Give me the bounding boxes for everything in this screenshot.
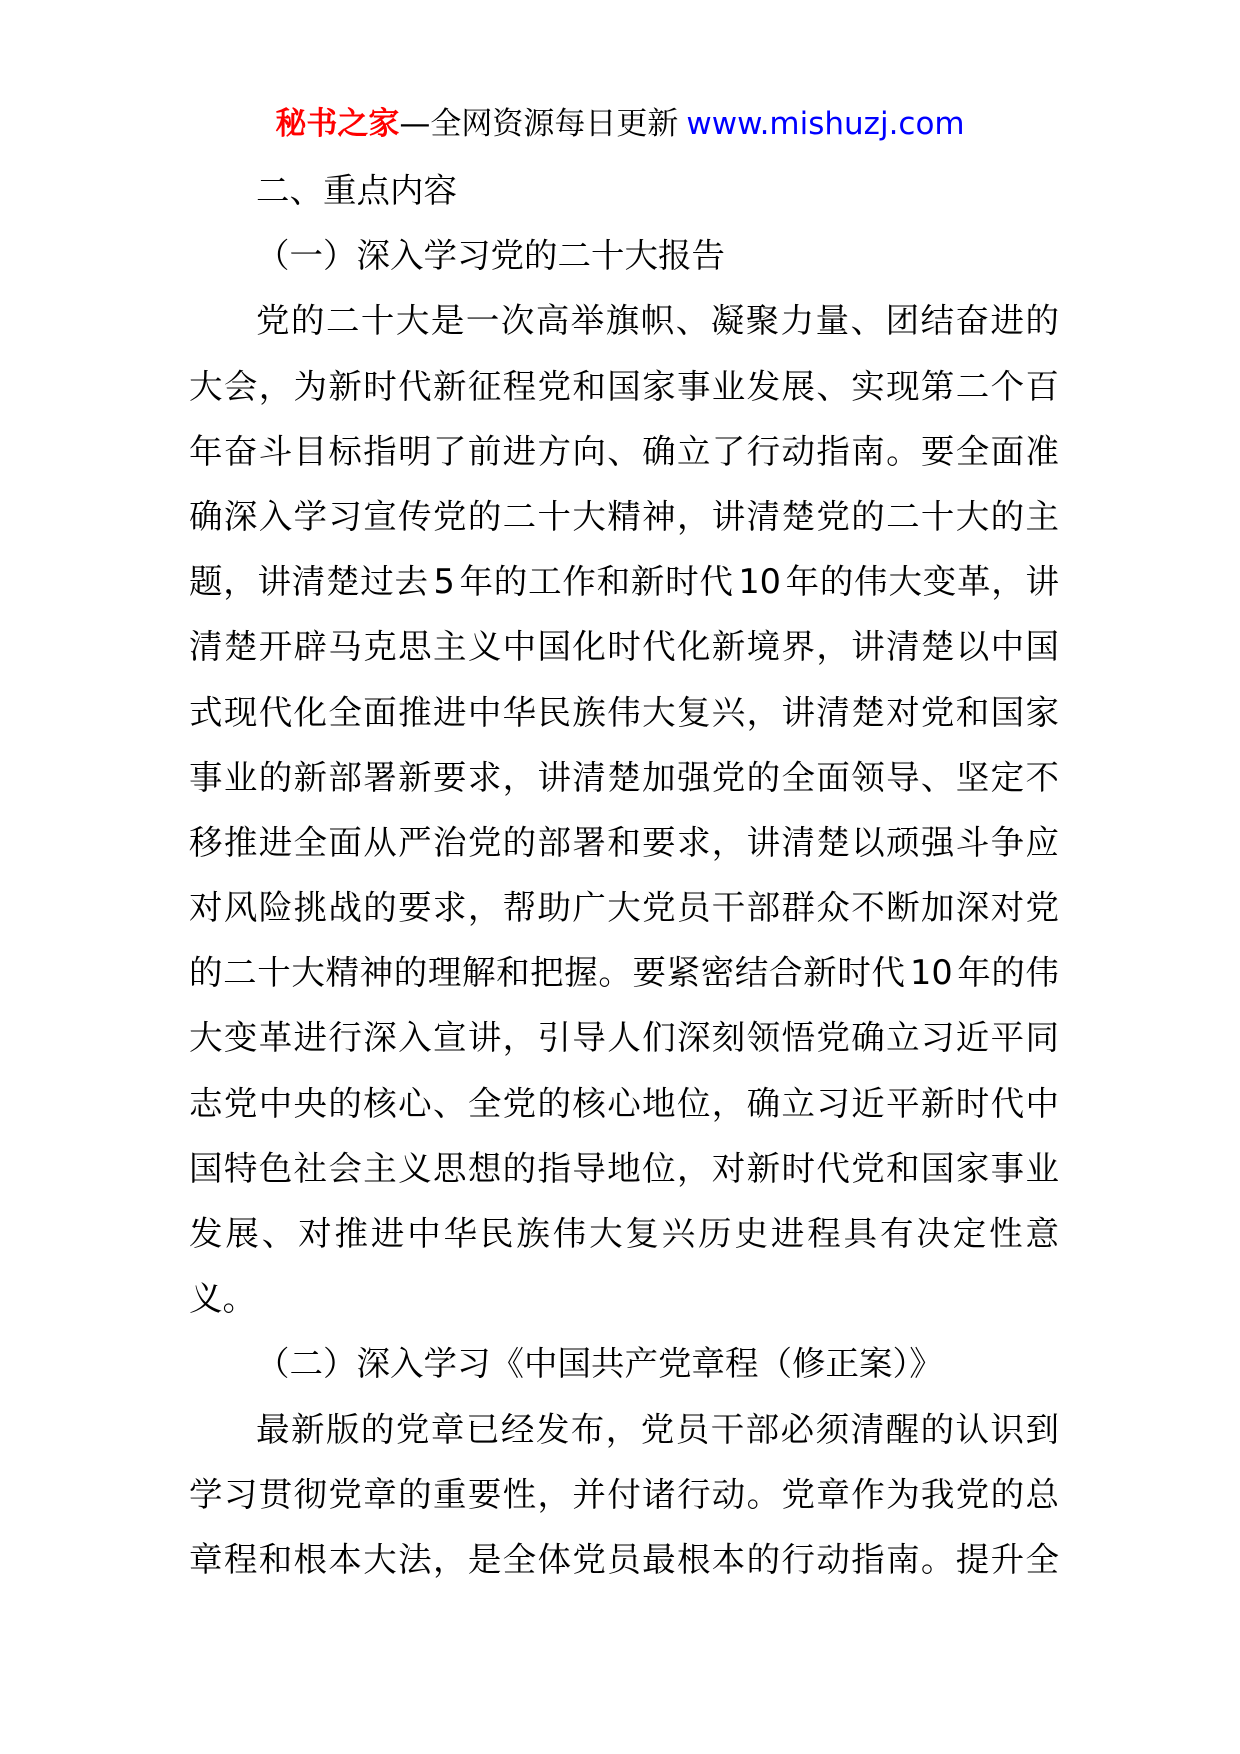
paragraph-line: 式现代化全面推进中华民族伟大复兴，讲清楚对党和国家	[189, 692, 1059, 732]
subsection-heading-2: （二）深入学习《中国共产党章程（修正案）》	[256, 1344, 943, 1384]
paragraph-line: 题，讲清楚过去 5 年的工作和新时代 10 年的伟大变革，讲	[189, 562, 1059, 602]
paragraph-line: 对风险挑战的要求，帮助广大党员干部群众不断加深对党	[189, 888, 1059, 928]
site-tagline: —全网资源每日更新	[399, 106, 679, 142]
paragraph-line: 大会，为新时代新征程党和国家事业发展、实现第二个百	[189, 366, 1059, 406]
paragraph-line: 大变革进行深入宣讲，引导人们深刻领悟党确立习近平同	[189, 1018, 1059, 1058]
paragraph-line: 章程和根本大法，是全体党员最根本的行动指南。提升全	[189, 1539, 1059, 1579]
paragraph-line: 事业的新部署新要求，讲清楚加强党的全面领导、坚定不	[189, 757, 1059, 797]
paragraph-line: 志党中央的核心、全党的核心地位，确立习近平新时代中	[189, 1083, 1059, 1123]
paragraph-line: 义。	[189, 1279, 256, 1319]
paragraph-line: 发展、对推进中华民族伟大复兴历史进程具有决定性意	[189, 1214, 1059, 1253]
paragraph-line: 最新版的党章已经发布，党员干部必须清醒的认识到	[256, 1409, 1059, 1449]
document-body	[189, 158, 1059, 1592]
paragraph-line: 移推进全面从严治党的部署和要求，讲清楚以顽强斗争应	[189, 822, 1059, 862]
paragraph-line: 党的二十大是一次高举旗帜、凝聚力量、团结奋进的	[256, 301, 1059, 341]
paragraph-line: 学习贯彻党章的重要性，并付诸行动。党章作为我党的总	[189, 1474, 1059, 1514]
site-header	[0, 100, 1240, 148]
site-url-link[interactable]: www.mishuzj.com	[686, 106, 965, 142]
site-brand: 秘书之家	[275, 106, 400, 142]
paragraph-line: 确深入学习宣传党的二十大精神，讲清楚党的二十大的主	[189, 496, 1059, 536]
paragraph-line: 国特色社会主义思想的指导地位，对新时代党和国家事业	[189, 1148, 1059, 1188]
subsection-heading-1: （一）深入学习党的二十大报告	[256, 236, 725, 276]
paragraph-line: 年奋斗目标指明了前进方向、确立了行动指南。要全面准	[189, 431, 1059, 471]
paragraph-line: 的二十大精神的理解和把握。要紧密结合新时代 10 年的伟	[189, 953, 1059, 993]
paragraph-line: 清楚开辟马克思主义中国化时代化新境界，讲清楚以中国	[189, 627, 1059, 667]
section-heading: 二、重点内容	[256, 171, 457, 210]
